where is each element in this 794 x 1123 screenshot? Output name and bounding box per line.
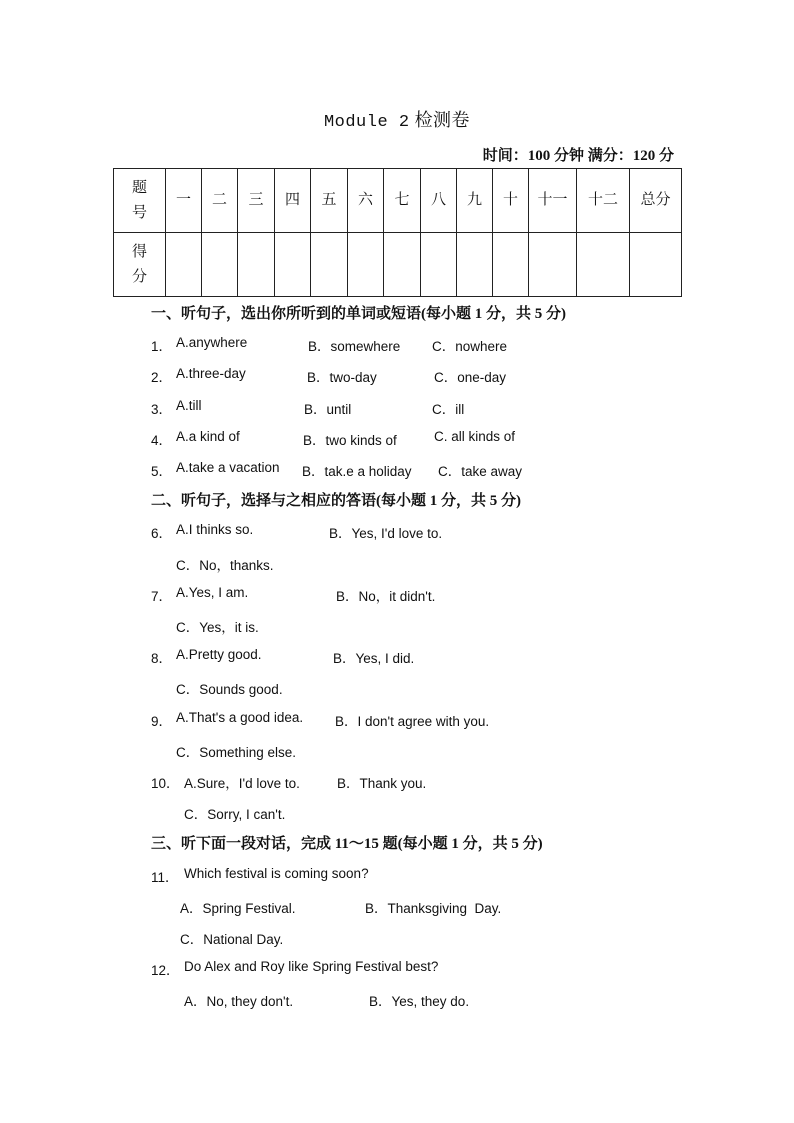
column-header: 六 xyxy=(348,169,384,233)
score-cell[interactable] xyxy=(238,233,275,297)
column-header: 七 xyxy=(384,169,421,233)
score-table-header-row xyxy=(114,169,682,233)
row-label-question-number: 题 号 xyxy=(114,169,166,233)
q2-option-c[interactable]: C．one-day xyxy=(434,370,507,385)
q5-option-a[interactable]: A.take a vacation xyxy=(176,460,280,475)
q5-option-b[interactable]: B．tak.e a holiday xyxy=(302,464,412,479)
title-cjk: 检测卷 xyxy=(414,110,471,130)
q12-option-b[interactable]: B．Yes, they do. xyxy=(369,994,470,1009)
q10-number: 10． xyxy=(151,776,180,791)
score-cell[interactable] xyxy=(311,233,348,297)
score-cell[interactable] xyxy=(275,233,311,297)
q3-option-c[interactable]: C．ill xyxy=(432,402,465,417)
q9-option-a[interactable]: A.That's a good idea. xyxy=(176,710,304,725)
score-table xyxy=(113,168,682,297)
q7-option-b[interactable]: B．No，it didn't. xyxy=(336,589,436,604)
score-cell[interactable] xyxy=(348,233,384,297)
score-cell[interactable] xyxy=(421,233,457,297)
q9-option-c[interactable]: C．Something else. xyxy=(176,745,297,760)
q12-stem: Do Alex and Roy like Spring Festival best? xyxy=(184,959,439,974)
column-header: 三 xyxy=(238,169,275,233)
q6-option-c[interactable]: C．No，thanks. xyxy=(176,558,274,573)
score-cell[interactable] xyxy=(529,233,577,297)
q3-option-b[interactable]: B．until xyxy=(304,402,352,417)
column-header: 九 xyxy=(457,169,493,233)
q9-number: 9． xyxy=(151,714,173,729)
q2-option-b[interactable]: B．two-day xyxy=(307,370,377,385)
q3-number: 3． xyxy=(151,402,173,417)
q10-option-a[interactable]: A.Sure，I'd love to. xyxy=(184,776,300,791)
q6-option-b[interactable]: B．Yes, I'd love to. xyxy=(329,526,443,541)
q8-option-b[interactable]: B．Yes, I did. xyxy=(333,651,415,666)
score-cell[interactable] xyxy=(202,233,238,297)
section-3-heading: 三、听下面一段对话，完成 11～15 题(每小题 1 分，共 5 分) xyxy=(151,836,543,852)
section-2-heading: 二、听句子，选择与之相应的答语(每小题 1 分，共 5 分) xyxy=(151,493,521,509)
q4-number: 4． xyxy=(151,433,173,448)
q11-stem: Which festival is coming soon? xyxy=(184,866,369,881)
q2-option-a[interactable]: A.three-day xyxy=(176,366,246,381)
column-header: 二 xyxy=(202,169,238,233)
q7-option-c[interactable]: C．Yes，it is. xyxy=(176,620,259,635)
q11-option-c[interactable]: C．National Day. xyxy=(180,932,284,947)
q11-number: 11． xyxy=(151,870,179,885)
score-cell[interactable] xyxy=(166,233,202,297)
q1-number: 1． xyxy=(151,339,173,354)
q7-number: 7． xyxy=(151,589,173,604)
q12-number: 12． xyxy=(151,963,180,978)
q9-option-b[interactable]: B．I don't agree with you. xyxy=(335,714,490,729)
q8-option-c[interactable]: C．Sounds good. xyxy=(176,682,283,697)
q2-number: 2． xyxy=(151,370,173,385)
score-cell[interactable] xyxy=(457,233,493,297)
column-header: 一 xyxy=(166,169,202,233)
page-title xyxy=(0,106,794,132)
column-header: 十 xyxy=(493,169,529,233)
q3-option-a[interactable]: A.till xyxy=(176,398,202,413)
q10-option-c[interactable]: C．Sorry, I can't. xyxy=(184,807,286,822)
column-header: 十二 xyxy=(577,169,630,233)
q5-number: 5． xyxy=(151,464,173,479)
score-cell[interactable] xyxy=(384,233,421,297)
q1-option-a[interactable]: A.anywhere xyxy=(176,335,248,350)
section-1-heading: 一、听句子，选出你所听到的单词或短语(每小题 1 分，共 5 分) xyxy=(151,306,566,322)
column-header: 五 xyxy=(311,169,348,233)
q6-number: 6． xyxy=(151,526,173,541)
q6-option-a[interactable]: A.I thinks so. xyxy=(176,522,254,537)
score-table-score-row xyxy=(114,233,682,297)
q11-option-b[interactable]: B．Thanksgiving Day. xyxy=(365,901,502,916)
score-cell[interactable] xyxy=(577,233,630,297)
column-header: 十一 xyxy=(529,169,577,233)
q1-option-b[interactable]: B．somewhere xyxy=(308,339,401,354)
score-cell[interactable] xyxy=(493,233,529,297)
row-label-score: 得 分 xyxy=(114,233,166,297)
column-header: 八 xyxy=(421,169,457,233)
exam-meta: 时间：100 分钟 满分：120 分 xyxy=(482,148,674,164)
q10-option-b[interactable]: B．Thank you. xyxy=(337,776,427,791)
column-header-total: 总分 xyxy=(630,169,682,233)
q4-option-c[interactable]: C. all kinds of xyxy=(434,429,516,444)
q8-option-a[interactable]: A.Pretty good. xyxy=(176,647,262,662)
q1-option-c[interactable]: C．nowhere xyxy=(432,339,508,354)
q12-option-a[interactable]: A．No, they don't. xyxy=(184,994,294,1009)
q4-option-a[interactable]: A.a kind of xyxy=(176,429,240,444)
q4-option-b[interactable]: B．two kinds of xyxy=(303,433,397,448)
title-latin: Module 2 xyxy=(323,113,410,132)
q8-number: 8． xyxy=(151,651,173,666)
column-header: 四 xyxy=(275,169,311,233)
q5-option-c[interactable]: C．take away xyxy=(438,464,523,479)
q7-option-a[interactable]: A.Yes, I am. xyxy=(176,585,249,600)
score-cell-total[interactable] xyxy=(630,233,682,297)
q11-option-a[interactable]: A．Spring Festival. xyxy=(180,901,296,916)
